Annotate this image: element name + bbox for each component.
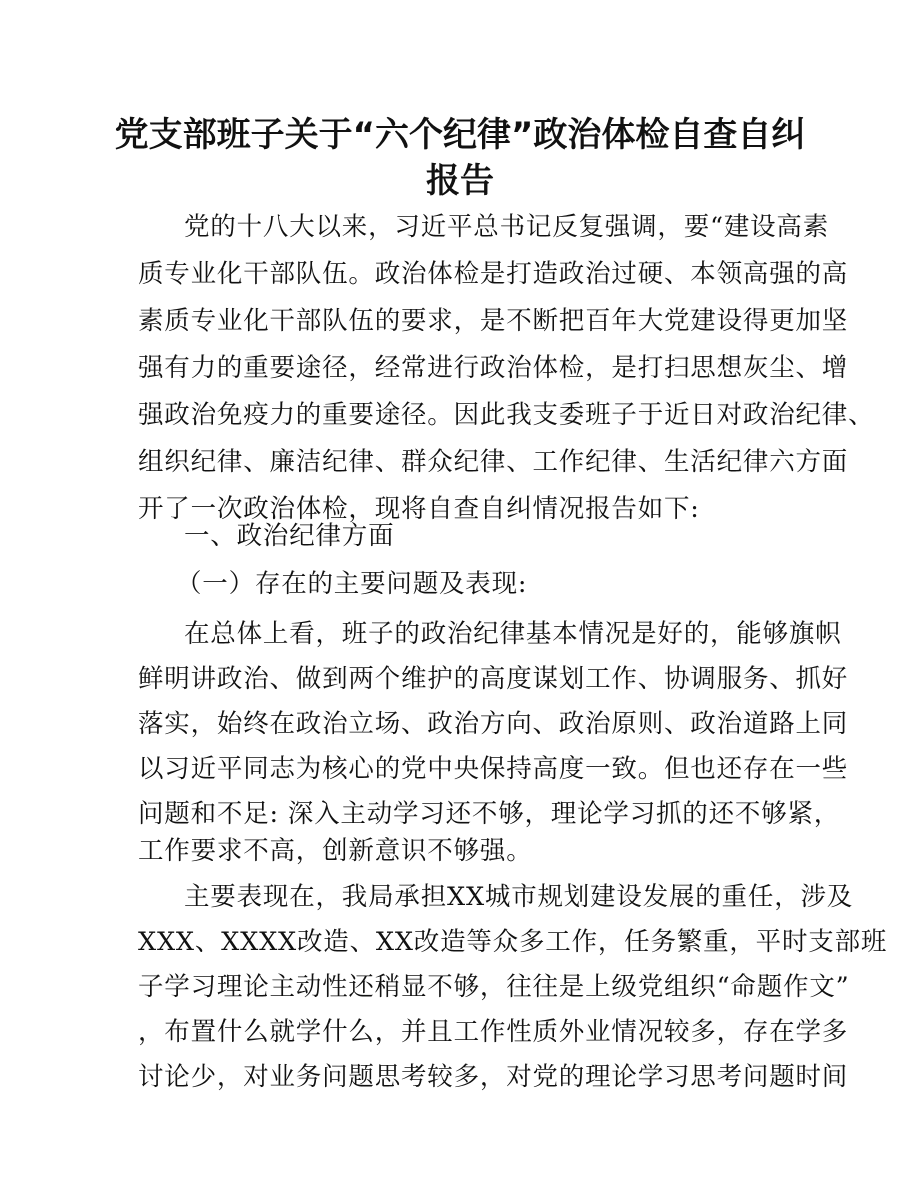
paragraph-line: 在总体上看，班子的政治纪律基本情况是好的，能够旗帜 — [184, 619, 842, 649]
paragraph-line: 以习近平同志为核心的党中央保持高度一致。但也还存在一些 — [138, 754, 849, 784]
paragraph-line: 开了一次政治体检，现将自查自纠情况报告如下: — [138, 494, 700, 524]
paragraph-line: 强有力的重要途径，经常进行政治体检，是打扫思想灰尘、增 — [138, 353, 849, 383]
paragraph-line: 子学习理论主动性还稍显不够，往往是上级党组织“命题作文” — [138, 972, 850, 1002]
section-heading: 一、政治纪律方面 — [184, 521, 395, 551]
title-line-2: 报告 — [426, 161, 494, 201]
paragraph-line: 主要表现在，我局承担XX城市规划建设发展的重任，涉及 — [184, 882, 854, 912]
paragraph-line: 党的十八大以来，习近平总书记反复强调，要“建设高素 — [184, 212, 830, 242]
title-line-1: 党支部班子关于“六个纪律”政治体检自查自纠 — [114, 115, 806, 155]
paragraph-line: ，布置什么就学什么，并且工作性质外业情况较多，存在学多 — [138, 1017, 849, 1047]
subsection-heading: （一）存在的主要问题及表现: — [176, 569, 528, 599]
paragraph-line: 组织纪律、廉洁纪律、群众纪律、工作纪律、生活纪律六方面 — [138, 447, 849, 477]
paragraph-line: 落实，始终在政治立场、政治方向、政治原则、政治道路上同 — [138, 709, 849, 739]
paragraph-line: 质专业化干部队伍。政治体检是打造政治过硬、本领高强的高 — [138, 259, 849, 289]
paragraph-line: 讨论少，对业务问题思考较多，对党的理论学习思考问题时间 — [138, 1062, 849, 1092]
paragraph-line: 问题和不足: 深入主动学习还不够，理论学习抓的还不够紧， — [138, 799, 841, 829]
document-title — [110, 112, 810, 204]
paragraph-line: 工作要求不高，创新意识不够强。 — [138, 836, 533, 866]
paragraph-line: 鲜明讲政治、做到两个维护的高度谋划工作、协调服务、抓好 — [138, 664, 849, 694]
paragraph-line: 强政治免疫力的重要途径。因此我支委班子于近日对政治纪律、 — [138, 400, 875, 430]
paragraph-line: XXX、XXXX改造、XX改造等众多工作，任务繁重，平时支部班 — [138, 927, 888, 957]
paragraph-line: 素质专业化干部队伍的要求，是不断把百年大党建设得更加坚 — [138, 306, 849, 336]
